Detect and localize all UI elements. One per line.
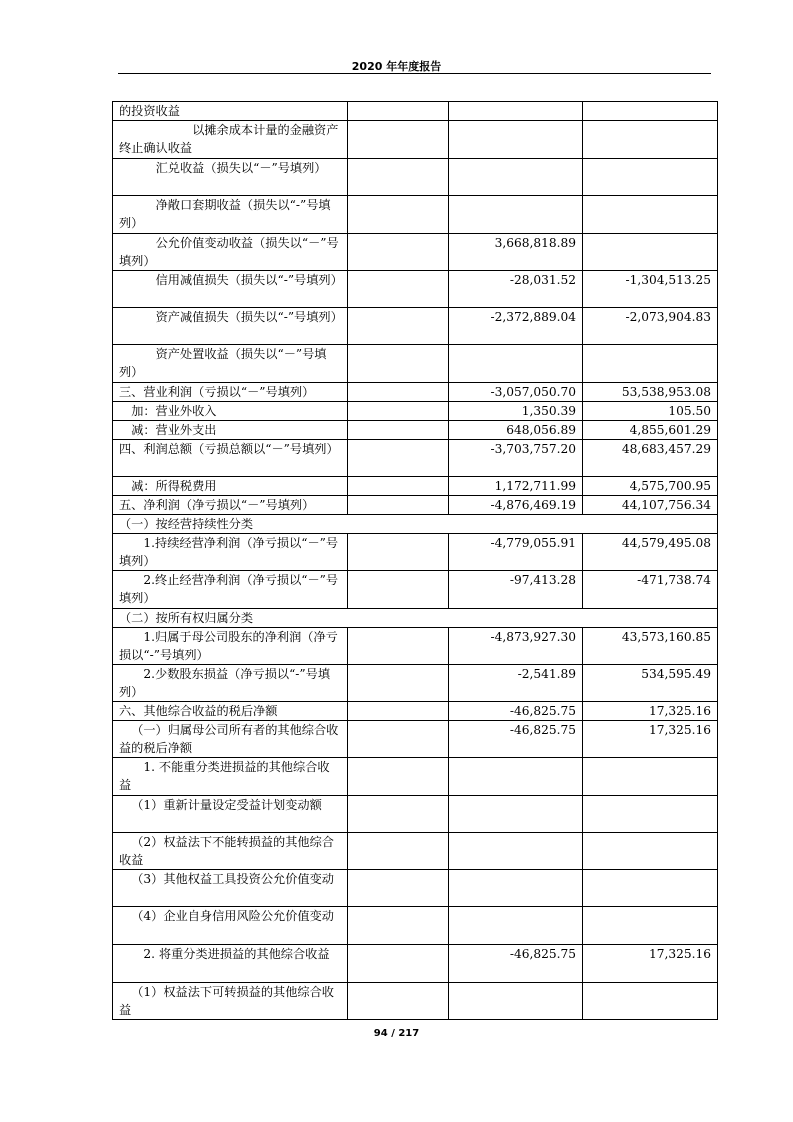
header-divider [118, 73, 711, 74]
row-note-cell [348, 870, 449, 907]
prior-period-amount [583, 234, 718, 271]
prior-period-amount [583, 345, 718, 383]
row-item-label: 减：所得税费用 [113, 477, 348, 496]
row-note-cell [348, 196, 449, 234]
current-period-amount: -4,876,469.19 [449, 496, 583, 515]
row-item-label: 1.持续经营净利润（净亏损以“－”号填列） [113, 534, 348, 571]
prior-period-amount: 43,573,160.85 [583, 628, 718, 665]
row-note-cell [348, 665, 449, 702]
row-item-label: 2. 将重分类进损益的其他综合收益 [113, 945, 348, 983]
row-item-label: （2）权益法下不能转损益的其他综合收益 [113, 833, 348, 870]
current-period-amount: -28,031.52 [449, 271, 583, 308]
prior-period-amount [583, 870, 718, 907]
current-period-amount: -46,825.75 [449, 945, 583, 983]
table-row [113, 496, 718, 515]
table-row [113, 571, 718, 609]
prior-period-amount [583, 833, 718, 870]
row-note-cell [348, 496, 449, 515]
row-note-cell [348, 833, 449, 870]
row-item-label: 信用减值损失（损失以“-”号填列） [113, 271, 348, 308]
row-note-cell [348, 702, 449, 721]
current-period-amount [449, 796, 583, 833]
row-note-cell [348, 440, 449, 477]
row-item-label: 1.归属于母公司股东的净利润（净亏损以“-”号填列） [113, 628, 348, 665]
prior-period-amount [583, 159, 718, 196]
prior-period-amount: -1,304,513.25 [583, 271, 718, 308]
current-period-amount: -2,372,889.04 [449, 308, 583, 345]
table-row [113, 102, 718, 121]
row-note-cell [348, 907, 449, 945]
current-period-amount: 1,172,711.99 [449, 477, 583, 496]
table-row [113, 440, 718, 477]
row-item-label: 六、其他综合收益的税后净额 [113, 702, 348, 721]
row-item-label: 汇兑收益（损失以“－”号填列） [113, 159, 348, 196]
row-note-cell [348, 421, 449, 440]
prior-period-amount: 105.50 [583, 402, 718, 421]
table-row [113, 515, 718, 534]
row-note-cell [348, 159, 449, 196]
prior-period-amount: 44,579,495.08 [583, 534, 718, 571]
prior-period-amount [583, 796, 718, 833]
row-note-cell [348, 628, 449, 665]
row-item-label: 三、营业利润（亏损以“－”号填列） [113, 383, 348, 402]
row-note-cell [348, 383, 449, 402]
prior-period-amount [583, 102, 718, 121]
row-item-label: 2.少数股东损益（净亏损以“-”号填列） [113, 665, 348, 702]
row-item-label: 以摊余成本计量的金融资产终止确认收益 [113, 121, 348, 159]
table-row [113, 870, 718, 907]
current-period-amount: -2,541.89 [449, 665, 583, 702]
table-row [113, 196, 718, 234]
current-period-amount: 3,668,818.89 [449, 234, 583, 271]
row-note-cell [348, 271, 449, 308]
prior-period-amount: -471,738.74 [583, 571, 718, 609]
prior-period-amount: 534,595.49 [583, 665, 718, 702]
prior-period-amount [583, 758, 718, 796]
row-note-cell [348, 758, 449, 796]
row-item-label: 减：营业外支出 [113, 421, 348, 440]
current-period-amount [449, 758, 583, 796]
current-period-amount [449, 983, 583, 1020]
prior-period-amount [583, 907, 718, 945]
current-period-amount [449, 196, 583, 234]
prior-period-amount: 53,538,953.08 [583, 383, 718, 402]
row-item-label: （4）企业自身信用风险公允价值变动 [113, 907, 348, 945]
row-item-label: 加：营业外收入 [113, 402, 348, 421]
prior-period-amount: 44,107,756.34 [583, 496, 718, 515]
current-period-amount [449, 907, 583, 945]
row-item-label: 净敞口套期收益（损失以“-”号填列） [113, 196, 348, 234]
prior-period-amount: 17,325.16 [583, 702, 718, 721]
current-period-amount: -46,825.75 [449, 721, 583, 758]
row-note-cell [348, 534, 449, 571]
row-note-cell [348, 571, 449, 609]
row-item-label: （二）按所有权归属分类 [113, 609, 718, 628]
table-row [113, 758, 718, 796]
current-period-amount: -4,779,055.91 [449, 534, 583, 571]
table-row [113, 345, 718, 383]
prior-period-amount [583, 196, 718, 234]
row-note-cell [348, 402, 449, 421]
table-row [113, 159, 718, 196]
row-item-label: 公允价值变动收益（损失以“－”号填列） [113, 234, 348, 271]
table-row [113, 421, 718, 440]
row-item-label: （3）其他权益工具投资公允价值变动 [113, 870, 348, 907]
income-statement-table [112, 101, 718, 1020]
current-period-amount [449, 870, 583, 907]
current-period-amount: 648,056.89 [449, 421, 583, 440]
table-row [113, 628, 718, 665]
current-period-amount: -4,873,927.30 [449, 628, 583, 665]
table-row [113, 271, 718, 308]
current-period-amount: -3,057,050.70 [449, 383, 583, 402]
prior-period-amount: 17,325.16 [583, 945, 718, 983]
income-statement-table-container [112, 101, 718, 1020]
prior-period-amount: -2,073,904.83 [583, 308, 718, 345]
row-note-cell [348, 983, 449, 1020]
row-note-cell [348, 477, 449, 496]
table-row [113, 907, 718, 945]
row-note-cell [348, 945, 449, 983]
row-item-label: 的投资收益 [113, 102, 348, 121]
row-item-label: （一）按经营持续性分类 [113, 515, 718, 534]
page-number: 94 / 217 [373, 1028, 420, 1039]
row-note-cell [348, 234, 449, 271]
row-item-label: 五、净利润（净亏损以“－”号填列） [113, 496, 348, 515]
table-row [113, 609, 718, 628]
row-note-cell [348, 796, 449, 833]
row-item-label: （一）归属母公司所有者的其他综合收益的税后净额 [113, 721, 348, 758]
current-period-amount [449, 345, 583, 383]
table-row [113, 534, 718, 571]
table-row [113, 983, 718, 1020]
row-item-label: （1）重新计量设定受益计划变动额 [113, 796, 348, 833]
row-item-label: （1）权益法下可转损益的其他综合收益 [113, 983, 348, 1020]
prior-period-amount [583, 983, 718, 1020]
prior-period-amount: 48,683,457.29 [583, 440, 718, 477]
row-item-label: 1. 不能重分类进损益的其他综合收益 [113, 758, 348, 796]
row-note-cell [348, 721, 449, 758]
table-row [113, 833, 718, 870]
table-row [113, 477, 718, 496]
row-item-label: 资产减值损失（损失以“-”号填列） [113, 308, 348, 345]
table-row [113, 796, 718, 833]
table-row [113, 945, 718, 983]
current-period-amount [449, 121, 583, 159]
row-note-cell [348, 345, 449, 383]
table-row [113, 121, 718, 159]
current-period-amount [449, 833, 583, 870]
current-period-amount [449, 159, 583, 196]
table-row [113, 702, 718, 721]
row-note-cell [348, 121, 449, 159]
current-period-amount: 1,350.39 [449, 402, 583, 421]
table-row [113, 383, 718, 402]
row-item-label: 2.终止经营净利润（净亏损以“－”号填列） [113, 571, 348, 609]
current-period-amount: -97,413.28 [449, 571, 583, 609]
row-item-label: 四、利润总额（亏损总额以“－”号填列） [113, 440, 348, 477]
table-row [113, 721, 718, 758]
table-row [113, 665, 718, 702]
current-period-amount: -3,703,757.20 [449, 440, 583, 477]
prior-period-amount: 4,855,601.29 [583, 421, 718, 440]
table-row [113, 402, 718, 421]
row-note-cell [348, 102, 449, 121]
current-period-amount [449, 102, 583, 121]
income-statement-body [113, 102, 718, 1020]
current-period-amount: -46,825.75 [449, 702, 583, 721]
prior-period-amount: 17,325.16 [583, 721, 718, 758]
table-row [113, 234, 718, 271]
report-header-title: 2020 年年度报告 [351, 60, 442, 73]
prior-period-amount [583, 121, 718, 159]
row-note-cell [348, 308, 449, 345]
prior-period-amount: 4,575,700.95 [583, 477, 718, 496]
row-item-label: 资产处置收益（损失以“－”号填列） [113, 345, 348, 383]
table-row [113, 308, 718, 345]
